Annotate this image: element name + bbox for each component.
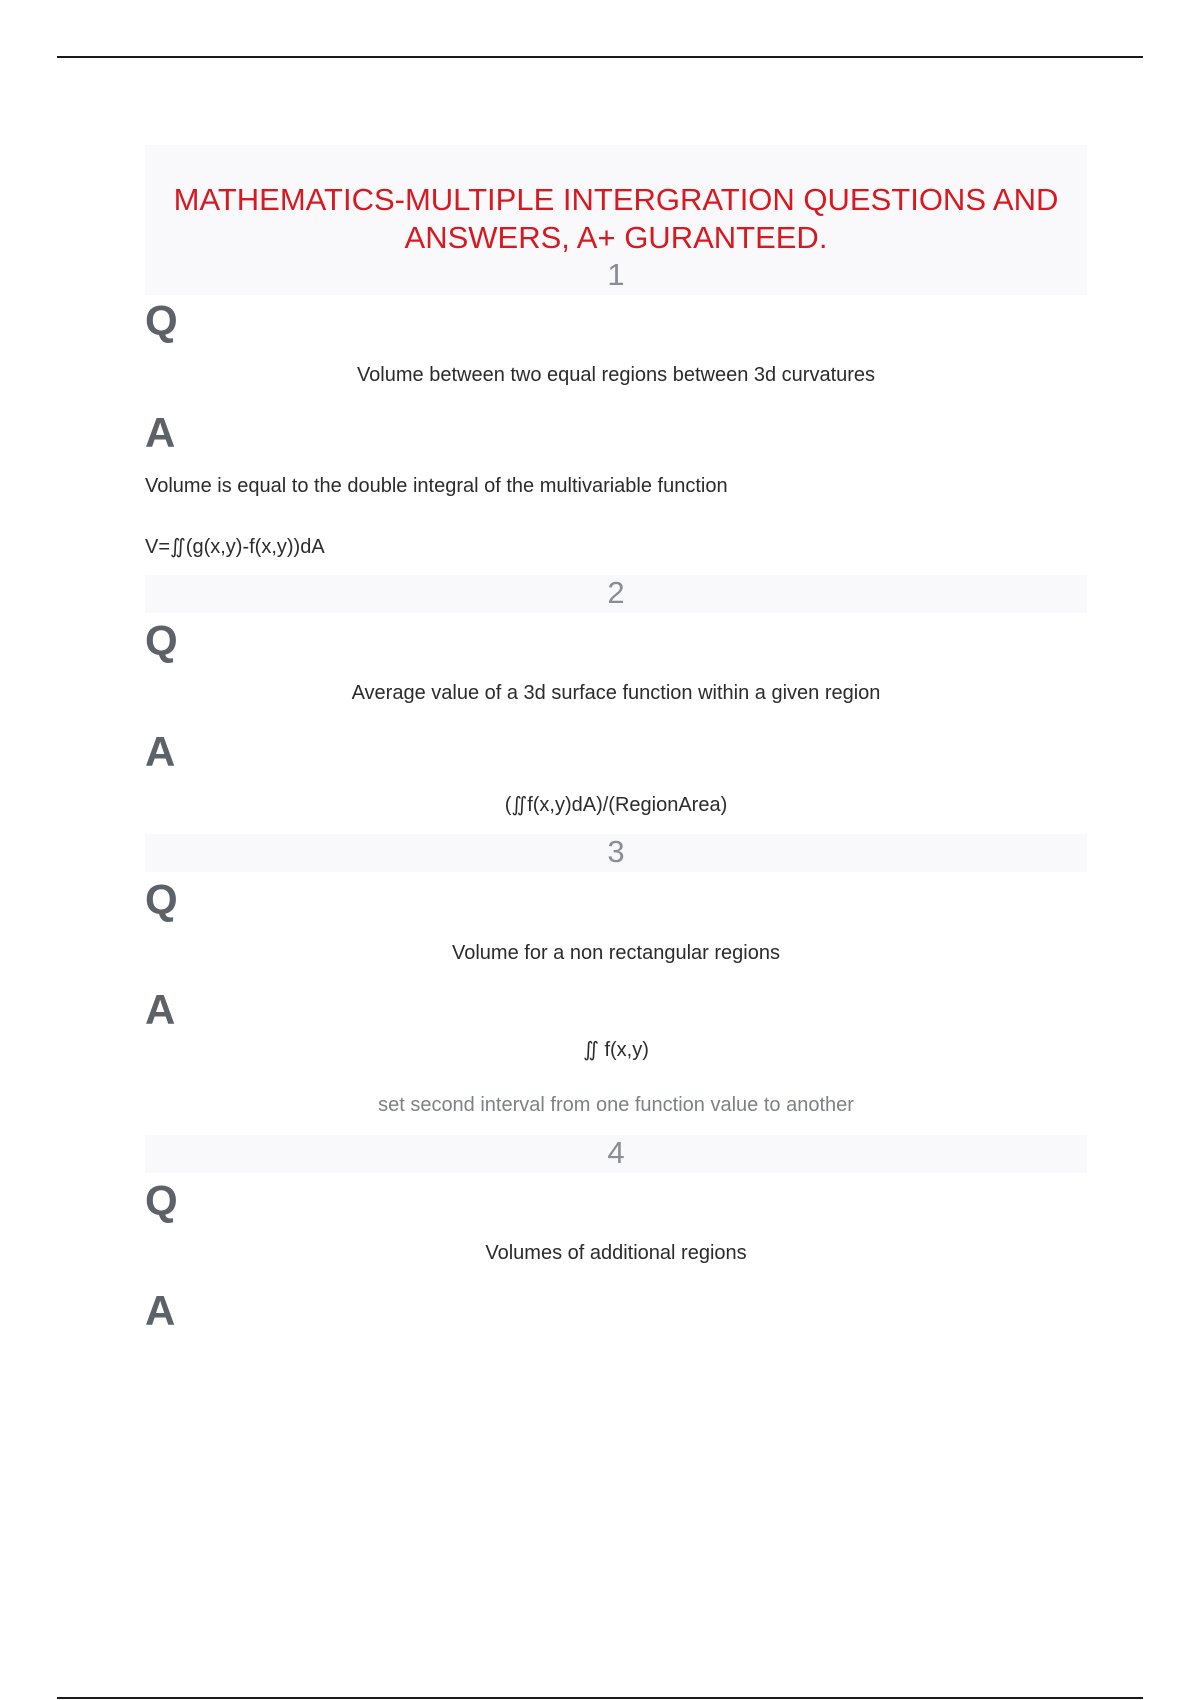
document-title: MATHEMATICS-MULTIPLE INTERGRATION QUESTIONS AND ANSWERS, A+ GURANTEED. (173, 182, 1059, 255)
question-text: Volumes of additional regions (485, 1242, 747, 1264)
question-label: Q (145, 617, 178, 664)
question-label: Q (145, 1177, 178, 1224)
answer-text: (∬f(x,y)dA)/(RegionArea) (504, 794, 728, 816)
question-text: Average value of a 3d surface function within a given region (351, 682, 881, 704)
bottom-rule (57, 1697, 1143, 1699)
card-number-band (145, 834, 1087, 872)
title-band (145, 145, 1087, 295)
answer-text: V=∬(g(x,y)-f(x,y))dA (145, 536, 325, 558)
answer-label: A (145, 1287, 176, 1334)
question-label: Q (145, 297, 178, 344)
card-number: 3 (607, 834, 625, 869)
card-number-band (145, 1135, 1087, 1173)
answer-text: ∬ f(x,y) (583, 1039, 649, 1061)
card-number: 1 (607, 257, 625, 292)
answer-text: Volume is equal to the double integral of the multivariable function (145, 475, 728, 497)
answer-label: A (145, 409, 176, 456)
card-number-band (145, 575, 1087, 613)
question-text: Volume between two equal regions between 3d curvatures (356, 364, 876, 386)
answer-label: A (145, 986, 176, 1033)
card-number: 4 (607, 1135, 625, 1170)
question-label: Q (145, 876, 178, 923)
question-text: Volume for a non rectangular regions (452, 942, 780, 964)
answer-label: A (145, 728, 176, 775)
top-rule (57, 56, 1143, 58)
answer-note: set second interval from one function value to another (378, 1094, 854, 1116)
card-number: 2 (607, 575, 625, 610)
